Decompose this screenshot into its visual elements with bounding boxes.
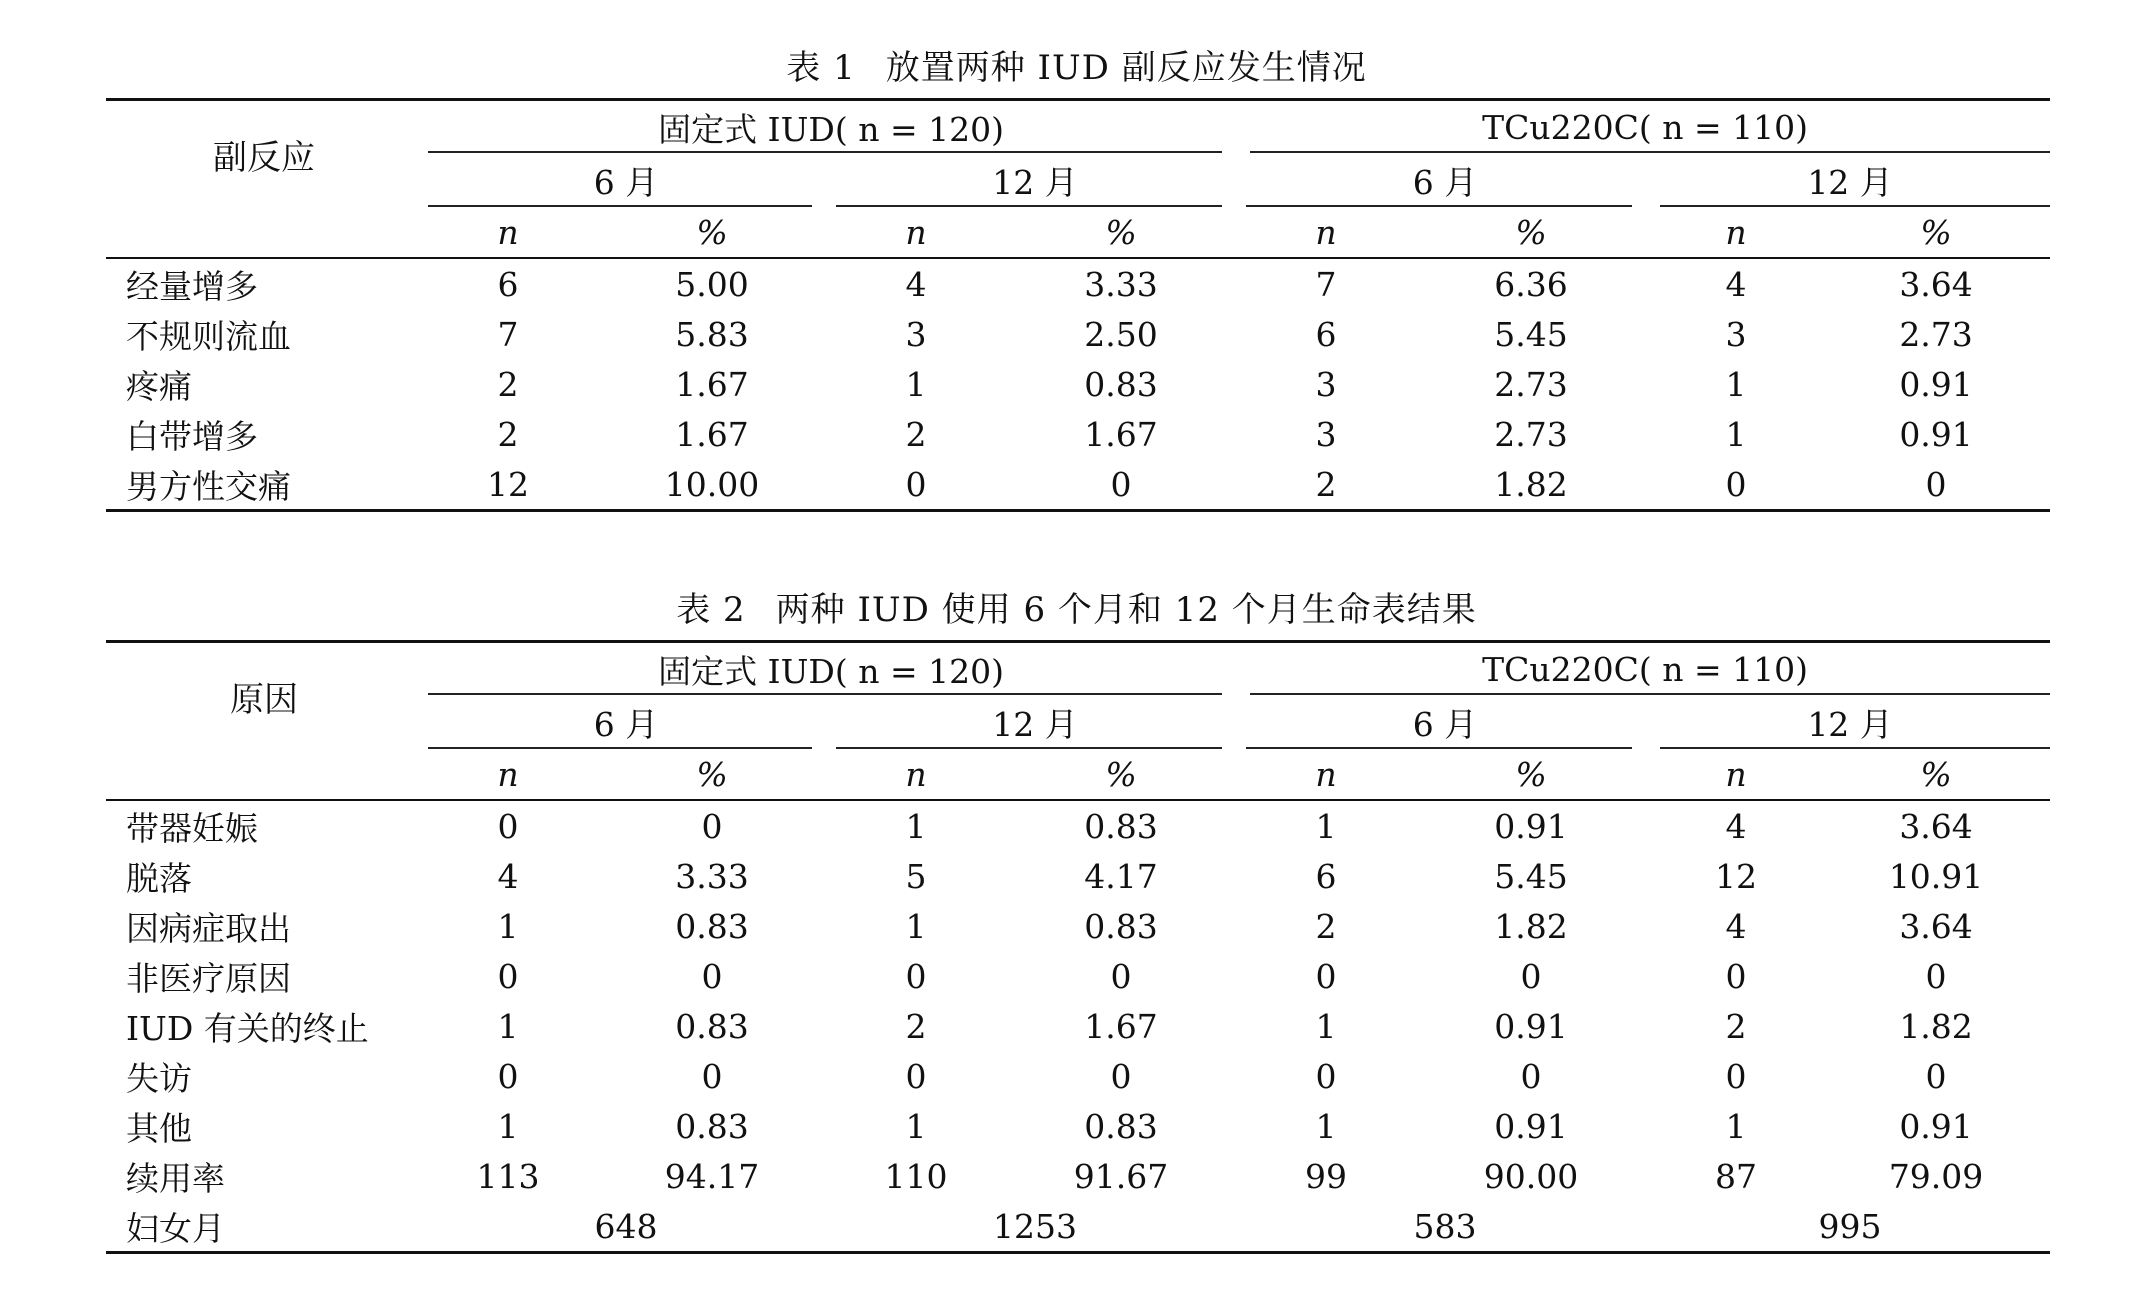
table-cell: 0 — [1650, 459, 1822, 511]
table1-caption-number: 表 1 — [786, 48, 856, 88]
table-row — [106, 309, 2050, 359]
table1-body — [106, 258, 2050, 511]
woman-months-value: 1253 — [830, 1201, 1240, 1253]
table-cell: 4 — [1725, 906, 1747, 946]
table-cell: 3 — [1315, 414, 1337, 454]
woman-months-value: 648 — [422, 1201, 830, 1253]
table2-stat-header: n — [1650, 749, 1822, 800]
table1-stat-header: % — [1002, 207, 1240, 258]
table-cell: 0.83 — [675, 906, 749, 946]
row-label: 因病症取出 — [126, 908, 291, 948]
table-cell: 2.73 — [1899, 314, 1973, 354]
table-cell: 3 — [1725, 314, 1747, 354]
table-cell: 2 — [497, 414, 519, 454]
table1-caption — [0, 40, 2153, 89]
row-label: IUD 有关的终止 — [126, 1008, 369, 1048]
table-cell: 0.91 — [1494, 1106, 1568, 1146]
table2-caption-number: 表 2 — [676, 590, 746, 630]
table-cell: 87 — [1715, 1156, 1758, 1196]
table-cell: 0 — [701, 1056, 723, 1096]
table1-stat-header: n — [1650, 207, 1822, 258]
table-cell: 0 — [1002, 459, 1240, 511]
table-cell: 3 — [905, 314, 927, 354]
table-cell: 1 — [1725, 1106, 1747, 1146]
table1-caption-title: 放置两种 IUD 副反应发生情况 — [885, 48, 1367, 88]
table2-stat-header: n — [830, 749, 1002, 800]
table-cell: 0.83 — [1084, 364, 1158, 404]
row-label: 脱落 — [126, 858, 192, 898]
table-cell: 6 — [1315, 314, 1337, 354]
table-cell: 0 — [1520, 1056, 1542, 1096]
table-cell: 0 — [497, 806, 519, 846]
table-row — [106, 258, 2050, 309]
table-cell: 94.17 — [664, 1156, 760, 1196]
table2-stat-header: % — [1412, 749, 1650, 800]
table-cell: 1 — [1725, 414, 1747, 454]
table1-month-header: 12 月 — [830, 153, 1240, 207]
table-cell: 0 — [1520, 956, 1542, 996]
table-cell: 5.45 — [1494, 856, 1568, 896]
table1-month-header: 6 月 — [422, 153, 830, 207]
table-cell: 2 — [1240, 459, 1412, 511]
table-cell: 0.91 — [1494, 806, 1568, 846]
table2-woman-months-row — [106, 1201, 2050, 1253]
table-cell: 0 — [1925, 1056, 1947, 1096]
table-row — [106, 1151, 2050, 1201]
table-cell: 0 — [1725, 1056, 1747, 1096]
table-cell: 4.17 — [1084, 856, 1158, 896]
table-cell: 1 — [497, 1106, 519, 1146]
table2-stat-header: % — [1822, 749, 2050, 800]
row-label: 妇女月 — [106, 1201, 422, 1253]
table-row — [106, 359, 2050, 409]
table-cell: 3.33 — [1084, 264, 1158, 304]
table-row — [106, 1051, 2050, 1101]
table-cell: 10.00 — [594, 459, 830, 511]
table1-stat-header: n — [830, 207, 1002, 258]
table-cell: 0.83 — [675, 1006, 749, 1046]
table-cell: 0.83 — [675, 1106, 749, 1146]
table1-month-header: 6 月 — [1240, 153, 1650, 207]
row-label: 带器妊娠 — [126, 808, 258, 848]
row-label: 疼痛 — [126, 366, 192, 406]
table-cell: 3.64 — [1899, 806, 1973, 846]
table-row — [106, 851, 2050, 901]
table2-body — [106, 800, 2050, 1201]
table-cell: 0 — [1110, 1056, 1132, 1096]
table-cell: 1.67 — [1084, 414, 1158, 454]
table-cell: 6 — [1315, 856, 1337, 896]
table-cell: 1.82 — [1899, 1006, 1973, 1046]
table-cell: 0 — [905, 956, 927, 996]
table2-stub-header: 原因 — [106, 642, 422, 750]
table-cell: 0 — [1110, 956, 1132, 996]
table-row — [106, 1101, 2050, 1151]
table-cell: 2.73 — [1494, 414, 1568, 454]
table1-stat-header: n — [1240, 207, 1412, 258]
table2-group-fixed: 固定式 IUD( n = 120) — [422, 642, 1240, 696]
table-cell: 0 — [1315, 956, 1337, 996]
table-cell: 5 — [905, 856, 927, 896]
table2-stat-header: % — [1002, 749, 1240, 800]
table-cell: 1 — [905, 806, 927, 846]
table-cell: 1.82 — [1412, 459, 1650, 511]
table-cell: 2.73 — [1494, 364, 1568, 404]
table-cell: 4 — [1725, 806, 1747, 846]
table1-stat-header: % — [1412, 207, 1650, 258]
table2-month-header: 6 月 — [1240, 695, 1650, 749]
table1 — [106, 98, 2050, 512]
table-cell: 0 — [701, 956, 723, 996]
table-row — [106, 951, 2050, 1001]
table-cell: 2 — [905, 1006, 927, 1046]
table1-group-fixed: 固定式 IUD( n = 120) — [422, 100, 1240, 154]
table-cell: 0.91 — [1899, 1106, 1973, 1146]
table-row — [106, 1001, 2050, 1051]
table-row — [106, 409, 2050, 459]
row-label: 续用率 — [126, 1158, 225, 1198]
table-cell: 0.83 — [1084, 906, 1158, 946]
table-cell: 79.09 — [1888, 1156, 1984, 1196]
table-cell: 12 — [422, 459, 594, 511]
woman-months-value: 995 — [1650, 1201, 2050, 1253]
table2-caption-title: 两种 IUD 使用 6 个月和 12 个月生命表结果 — [775, 590, 1477, 630]
table-cell: 4 — [905, 264, 927, 304]
table-cell: 2 — [497, 364, 519, 404]
table-cell: 0.91 — [1899, 364, 1973, 404]
table-cell: 0 — [830, 459, 1002, 511]
table-cell: 0 — [1725, 956, 1747, 996]
table-cell: 0 — [905, 1056, 927, 1096]
table-cell: 2 — [1725, 1006, 1747, 1046]
table-cell: 6 — [497, 264, 519, 304]
table-cell: 2 — [905, 414, 927, 454]
row-label: 其他 — [126, 1108, 192, 1148]
row-label: 非医疗原因 — [126, 958, 291, 998]
table-cell: 91.67 — [1073, 1156, 1169, 1196]
table-row — [106, 800, 2050, 851]
table1-stat-header: % — [594, 207, 830, 258]
row-label: 男方性交痛 — [106, 459, 422, 511]
table2 — [106, 640, 2050, 1254]
table-cell: 1 — [905, 1106, 927, 1146]
table-cell: 1.67 — [1084, 1006, 1158, 1046]
row-label: 不规则流血 — [126, 316, 291, 356]
woman-months-value: 583 — [1240, 1201, 1650, 1253]
table-cell: 1 — [905, 364, 927, 404]
table-cell: 0.91 — [1899, 414, 1973, 454]
table-cell: 0.83 — [1084, 806, 1158, 846]
table-cell: 6.36 — [1494, 264, 1568, 304]
table-cell: 1 — [1315, 806, 1337, 846]
table-cell: 7 — [497, 314, 519, 354]
row-label: 经量增多 — [126, 266, 258, 306]
table-cell: 113 — [476, 1156, 540, 1196]
table-cell: 5.00 — [675, 264, 749, 304]
table-cell: 3.33 — [675, 856, 749, 896]
table-cell: 1 — [1315, 1106, 1337, 1146]
row-label: 失访 — [126, 1058, 192, 1098]
table-cell: 12 — [1715, 856, 1758, 896]
table-cell: 1 — [1725, 364, 1747, 404]
table-cell: 3 — [1315, 364, 1337, 404]
table-cell: 3.64 — [1899, 264, 1973, 304]
table-cell: 0 — [497, 1056, 519, 1096]
table2-month-header: 6 月 — [422, 695, 830, 749]
table2-caption — [0, 582, 2153, 631]
table-row — [106, 901, 2050, 951]
table2-group-tcu: TCu220C( n = 110) — [1240, 642, 2050, 696]
table-cell: 2.50 — [1084, 314, 1158, 354]
table-cell: 0 — [1822, 459, 2050, 511]
table-cell: 3.64 — [1899, 906, 1973, 946]
table-cell: 0.91 — [1494, 1006, 1568, 1046]
table2-month-header: 12 月 — [1650, 695, 2050, 749]
table-row — [106, 459, 2050, 511]
table2-stat-header: % — [594, 749, 830, 800]
table-cell: 0 — [1315, 1056, 1337, 1096]
table-cell: 90.00 — [1483, 1156, 1579, 1196]
table-cell: 5.45 — [1494, 314, 1568, 354]
table-cell: 0 — [1925, 956, 1947, 996]
table-cell: 0 — [701, 806, 723, 846]
table2-stat-header: n — [1240, 749, 1412, 800]
table-cell: 1 — [1315, 1006, 1337, 1046]
table1-month-header: 12 月 — [1650, 153, 2050, 207]
table-cell: 1.67 — [675, 364, 749, 404]
table-cell: 1.82 — [1494, 906, 1568, 946]
table1-group-tcu: TCu220C( n = 110) — [1240, 100, 2050, 154]
table2-stat-header: n — [422, 749, 594, 800]
table-cell: 4 — [1725, 264, 1747, 304]
table-cell: 0 — [497, 956, 519, 996]
table1-stub-header: 副反应 — [106, 100, 422, 208]
table-cell: 1.67 — [675, 414, 749, 454]
table-cell: 110 — [884, 1156, 948, 1196]
table-cell: 4 — [497, 856, 519, 896]
table-cell: 1 — [905, 906, 927, 946]
table-cell: 1 — [497, 906, 519, 946]
table1-stat-header: n — [422, 207, 594, 258]
table-cell: 10.91 — [1888, 856, 1984, 896]
table-cell: 0.83 — [1084, 1106, 1158, 1146]
table-cell: 99 — [1305, 1156, 1348, 1196]
table-cell: 7 — [1315, 264, 1337, 304]
table-cell: 2 — [1315, 906, 1337, 946]
row-label: 白带增多 — [126, 416, 258, 456]
table-cell: 1 — [497, 1006, 519, 1046]
table2-month-header: 12 月 — [830, 695, 1240, 749]
table1-stat-header: % — [1822, 207, 2050, 258]
table-cell: 5.83 — [675, 314, 749, 354]
